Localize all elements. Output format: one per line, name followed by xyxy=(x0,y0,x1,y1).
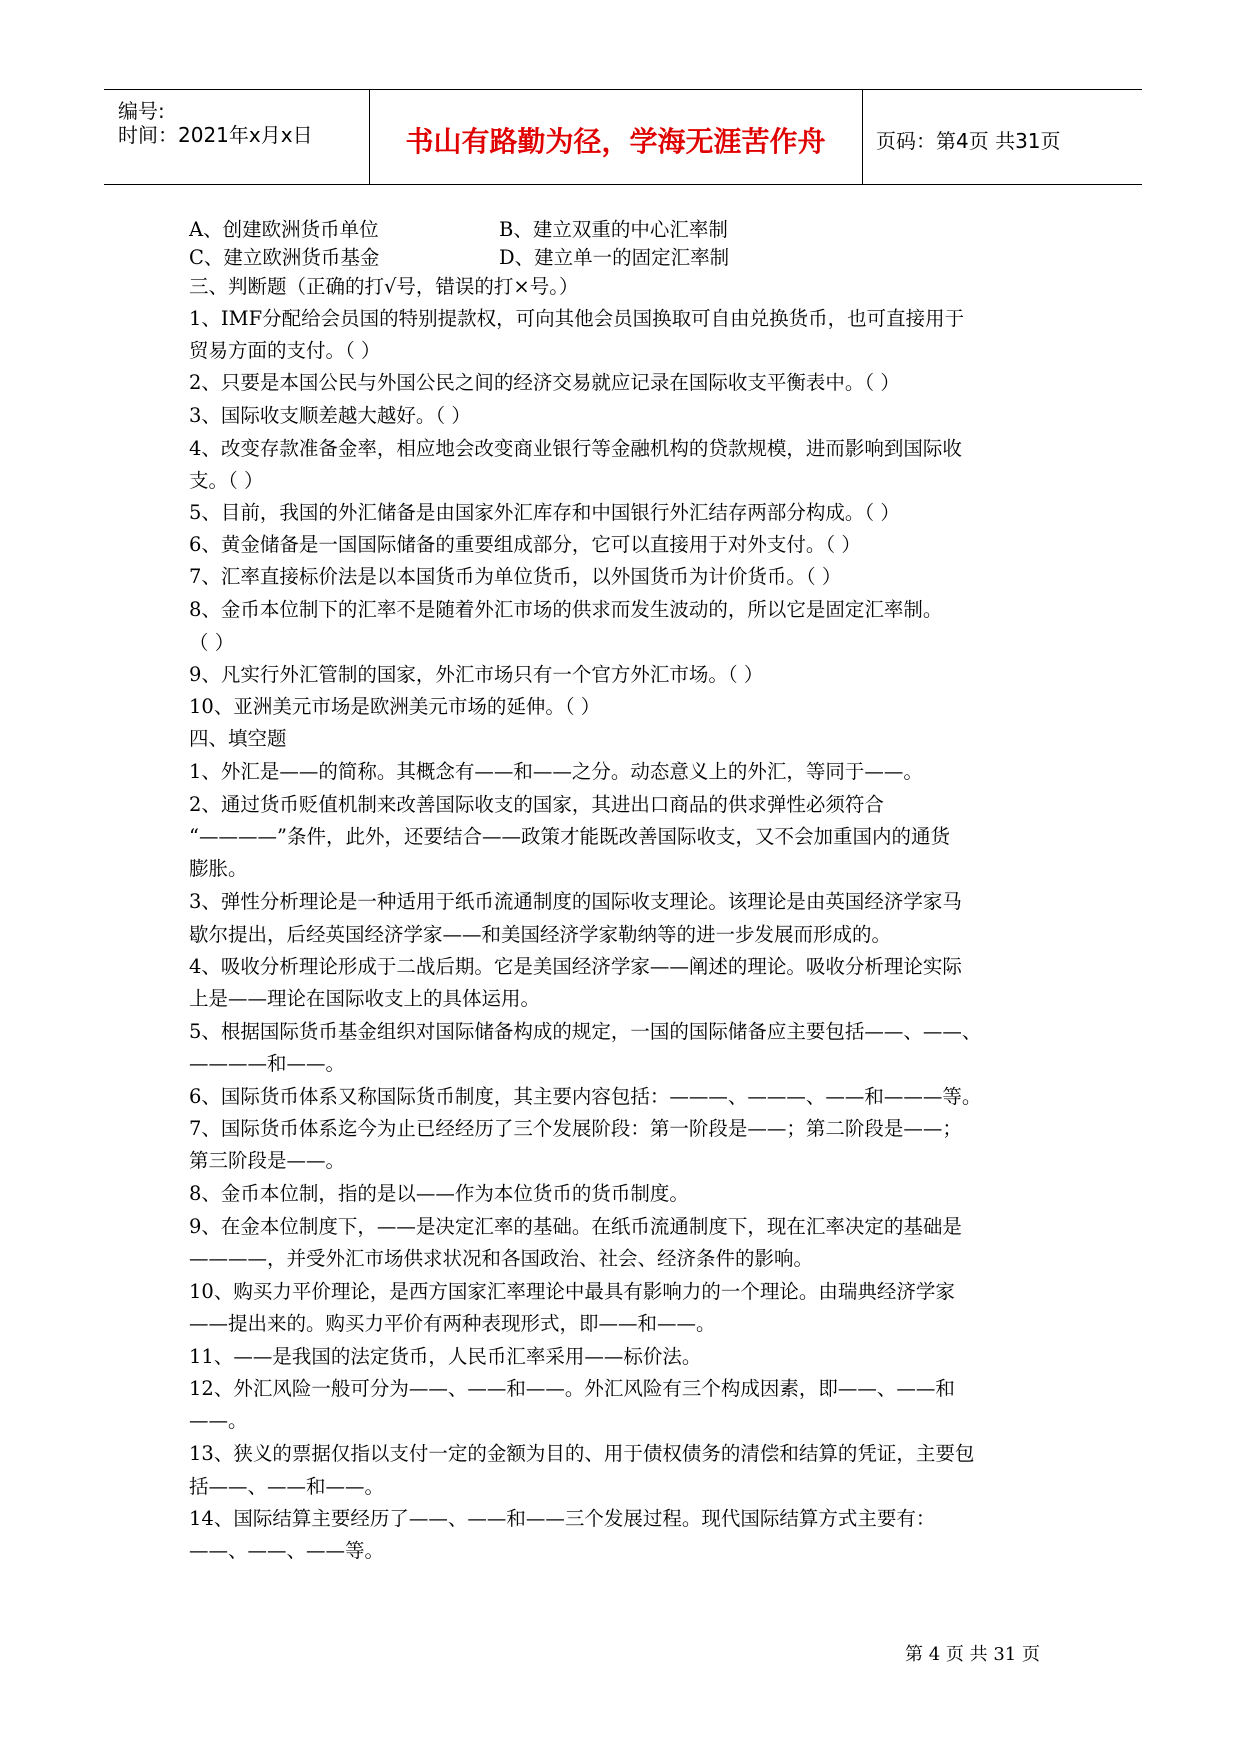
text-line: 3、国际收支顺差越大越好。（ ） xyxy=(189,404,471,427)
text-line: “————”条件，此外，还要结合——政策才能既改善国际收支，又不会加重国内的通货 xyxy=(189,825,950,848)
header-page-info: 页码：第4页 共31页 xyxy=(876,129,1061,153)
text-line: 1、外汇是——的简称。其概念有——和——之分。动态意义上的外汇，等同于——。 xyxy=(189,760,923,783)
text-line: 14、国际结算主要经历了——、——和——三个发展过程。现代国际结算方式主要有： xyxy=(189,1507,936,1530)
text-line: （ ） xyxy=(189,631,235,654)
text-line: 8、金币本位制下的汇率不是随着外汇市场的供求而发生波动的，所以它是固定汇率制。 xyxy=(189,598,943,621)
text-line: 4、吸收分析理论形成于二战后期。它是美国经济学家——阐述的理论。吸收分析理论实际 xyxy=(189,955,962,978)
text-line: 1、IMF分配给会员国的特别提款权，可向其他会员国换取可自由兑换货币，也可直接用于 xyxy=(189,307,965,330)
text-line: 5、目前，我国的外汇储备是由国家外汇库存和中国银行外汇结存两部分构成。（ ） xyxy=(189,501,900,524)
text-line: 歇尔提出，后经英国经济学家——和美国经济学家勒纳等的进一步发展而形成的。 xyxy=(189,923,892,946)
section-heading-judgement: 三、判断题（正确的打√号，错误的打×号。） xyxy=(189,275,579,298)
text-line: ——。 xyxy=(189,1409,248,1432)
text-line: 括——、——和——。 xyxy=(189,1475,385,1498)
text-line: ——提出来的。购买力平价有两种表现形式，即——和——。 xyxy=(189,1312,716,1335)
option-d: D、建立单一的固定汇率制 xyxy=(499,246,730,269)
text-line: 7、国际货币体系迄今为止已经经历了三个发展阶段：第一阶段是——；第二阶段是——； xyxy=(189,1117,962,1140)
text-line: 5、根据国际货币基金组织对国际储备构成的规定，一国的国际储备应主要包括——、——、 xyxy=(189,1020,982,1043)
text-line: 6、黄金储备是一国国际储备的重要组成部分，它可以直接用于对外支付。（ ） xyxy=(189,533,861,556)
text-line: 3、弹性分析理论是一种适用于纸币流通制度的国际收支理论。该理论是由英国经济学家马 xyxy=(189,890,962,913)
option-b: B、建立双重的中心汇率制 xyxy=(499,218,728,241)
header-table xyxy=(104,89,1142,185)
text-line: 贸易方面的支付。（ ） xyxy=(189,339,381,362)
option-a: A、创建欧洲货币单位 xyxy=(189,218,379,241)
text-line: ————，并受外汇市场供求状况和各国政治、社会、经济条件的影响。 xyxy=(189,1247,814,1270)
text-line: 9、在金本位制度下，——是决定汇率的基础。在纸币流通制度下，现在汇率决定的基础是 xyxy=(189,1215,962,1238)
text-line: 2、通过货币贬值机制来改善国际收支的国家，其进出口商品的供求弹性必须符合 xyxy=(189,793,884,816)
text-line: 2、只要是本国公民与外国公民之间的经济交易就应记录在国际收支平衡表中。（ ） xyxy=(189,371,900,394)
text-line: ——、——、——等。 xyxy=(189,1539,385,1562)
header-right-cell xyxy=(862,90,1142,184)
text-line: 膨胀。 xyxy=(189,857,248,880)
text-line: 支。（ ） xyxy=(189,469,264,492)
text-line: 8、金币本位制，指的是以——作为本位货币的货币制度。 xyxy=(189,1182,689,1205)
header-center-cell xyxy=(369,90,863,184)
document-code-label: 编号: xyxy=(118,99,165,123)
document-time-label: 时间：2021年x月x日 xyxy=(118,123,313,147)
text-line: 10、购买力平价理论，是西方国家汇率理论中最具有影响力的一个理论。由瑞典经济学家 xyxy=(189,1280,955,1303)
text-line: 第三阶段是——。 xyxy=(189,1149,346,1172)
text-line: 7、汇率直接标价法是以本国货币为单位货币，以外国货币为计价货币。（ ） xyxy=(189,565,842,588)
text-line: 10、亚洲美元市场是欧洲美元市场的延伸。（ ） xyxy=(189,695,601,718)
text-line: 上是——理论在国际收支上的具体运用。 xyxy=(189,987,541,1010)
section-heading-fill-in: 四、填空题 xyxy=(189,727,287,750)
text-line: 13、狭义的票据仅指以支付一定的金额为目的、用于债权债务的清偿和结算的凭证，主要包 xyxy=(189,1442,975,1465)
page-footer: 第 4 页 共 31 页 xyxy=(905,1644,1040,1665)
header-left-cell xyxy=(104,90,370,184)
text-line: 6、国际货币体系又称国际货币制度，其主要内容包括：———、———、——和———等。 xyxy=(189,1085,982,1108)
text-line: 4、改变存款准备金率，相应地会改变商业银行等金融机构的贷款规模，进而影响到国际收 xyxy=(189,437,962,460)
text-line: 9、凡实行外汇管制的国家，外汇市场只有一个官方外汇市场。（ ） xyxy=(189,663,764,686)
text-line: 12、外汇风险一般可分为——、——和——。外汇风险有三个构成因素，即——、——和 xyxy=(189,1377,955,1400)
text-line: ————和——。 xyxy=(189,1052,346,1075)
text-line: 11、——是我国的法定货币，人民币汇率采用——标价法。 xyxy=(189,1345,702,1368)
header-motto: 书山有路勤为径，学海无涯苦作舟 xyxy=(405,125,826,158)
option-c: C、建立欧洲货币基金 xyxy=(189,246,380,269)
